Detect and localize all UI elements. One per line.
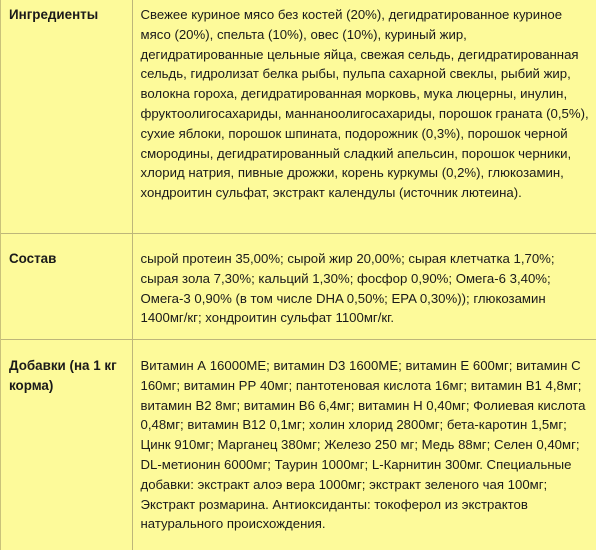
- row-label-cell: [1, 0, 132, 234]
- row-label-ingredients: Ингредиенты: [9, 7, 99, 22]
- composition-table: [1, 0, 596, 550]
- row-value-cell: [132, 234, 596, 340]
- row-value-ingredients: Свежее куриное мясо без костей (20%), дегидратированное куриное мясо (20%), спельта (10%), овес (10%), куриный жир, дегидратированные цельные яйца, свежая сельдь, дегидратированная сельдь, гидролизат белка рыбы, пульпа сахарной свеклы, рыбий жир, волокна гороха, дегидратированная морковь, мука люцерны, инулин, фруктоолигосахариды, маннаноолигосахариды, порошок граната (0,5%), сухие яблоки, порошок шпината, подорожник (0,3%), порошок черной смородины, дегидратированный сладкий апельсин, порошок черники, хлорид натрия, пивные дрожжи, корень куркумы (0,2%), глюкозамин, хондроитин сульфат, экстракт календулы (источник лютеина).: [140, 7, 589, 201]
- row-label-cell: [1, 234, 132, 340]
- table-row-additives: [1, 340, 596, 550]
- row-label-additives: Добавки (на 1 кг корма): [9, 358, 117, 393]
- row-label-composition: Состав: [9, 251, 57, 266]
- row-label-cell: [1, 340, 132, 550]
- row-value-additives: Витамин А 16000МЕ; витамин D3 1600МЕ; витамин Е 600мг; витамин С 160мг; витамин РР 40мг; пантотеновая кислота 16мг; витамин В1 4,8мг; витамин В2 8мг; витамин В6 6,4мг; витамин Н 0,40мг; Фолиевая кислота 0,48мг; витамин В12 0,1мг; холин хлорид 2800мг; бета-каротин 1,5мг; Цинк 910мг; Марганец 380мг; Железо 250 мг; Медь 88мг; Селен 0,40мг; DL-метионин 6000мг; Таурин 1000мг; L-Карнитин 300мг. Специальные добавки: экстракт алоэ вера 1000мг; экстракт зеленого чая 100мг; Экстракт розмарина. Антиоксиданты: токоферол из экстрактов натурального происхождения.: [140, 358, 586, 532]
- table-row-composition: [1, 234, 596, 340]
- row-value-composition: сырой протеин 35,00%; сырой жир 20,00%; сырая клетчатка 1,70%; сырая зола 7,30%; кальций 1,30%; фосфор 0,90%; Омега-6 3,40%; Омега-3 0,90% (в том числе DHA 0,50%; EPA 0,30%)); глюкозамин 1400мг/кг; хондроитин сульфат 1100мг/кг.: [140, 251, 555, 326]
- row-value-cell: [132, 340, 596, 550]
- table-row-ingredients: [1, 0, 596, 234]
- row-value-cell: [132, 0, 596, 234]
